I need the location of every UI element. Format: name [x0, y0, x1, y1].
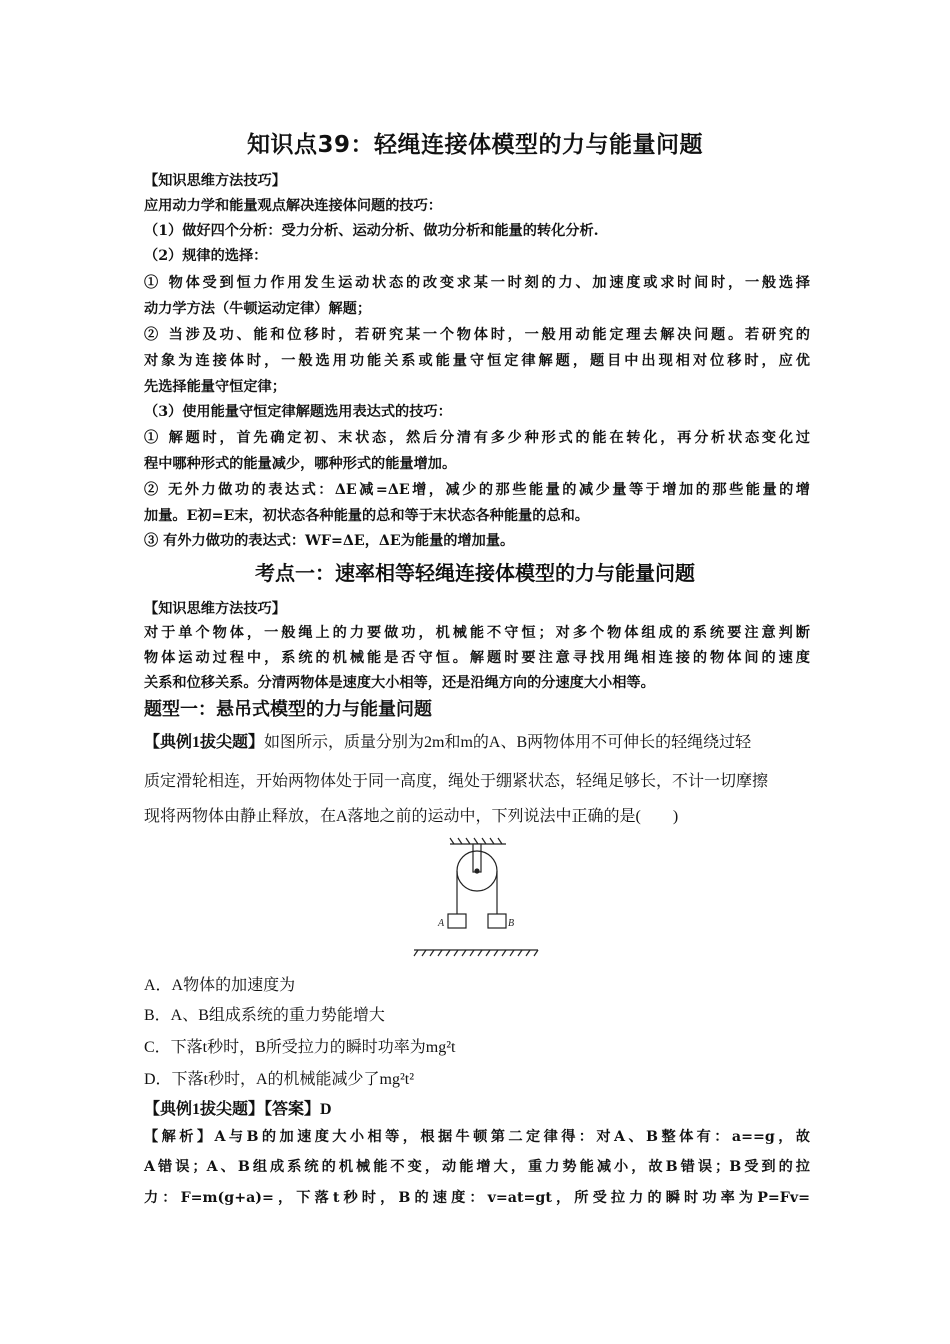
intro-e3: ③ 有外力做功的表达式：WF=ΔE，ΔE为能量的增加量。 — [144, 533, 515, 549]
label-a: A — [438, 918, 445, 929]
intro-p1: （1）做好四个分析：受力分析、运动分析、做功分析和能量的转化分析. — [144, 223, 599, 239]
analysis-text-1: A与B的加速度大小相等，根据牛顿第二定律得：对A、B整体有：a==g，故 — [214, 1129, 810, 1145]
intro-r2b: 对象为连接体时，一般选用功能关系或能量守恒定律解题，题目中出现相对位移时，应优 — [144, 353, 810, 369]
analysis-line-3: 力：F=m(g+a)=，下落t秒时，B的速度：v=at=gt，所受拉力的瞬时功率为P=Fv= — [144, 1190, 810, 1206]
analysis-tag: 【解析】 — [144, 1129, 215, 1145]
option-c: C．下落t秒时，B所受拉力的瞬时功率为mg²t — [144, 1039, 456, 1056]
intro-lead: 应用动力学和能量观点解决连接体问题的技巧： — [144, 198, 442, 214]
tips-line-2: 物体运动过程中，系统的机械能是否守恒。解题时要注意寻找用绳相连接的物体间的速度 — [144, 650, 810, 666]
tips-line-1: 对于单个物体，一般绳上的力要做功，机械能不守恒；对多个物体组成的系统要注意判断 — [144, 625, 810, 641]
intro-r1a: ① 物体受到恒力作用发生运动状态的改变求某一时刻的力、加速度或求时间时，一般选择 — [144, 275, 810, 291]
intro-e1b: 程中哪种形式的能量减少，哪种形式的能量增加。 — [144, 456, 457, 472]
section-heading: 考点一：速率相等轻绳连接体模型的力与能量问题 — [255, 561, 695, 585]
intro-p2: （2）规律的选择： — [144, 248, 268, 264]
label-b: B — [508, 918, 515, 929]
example-tag: 【典例1拔尖题】 — [144, 734, 265, 751]
question-line-2: 质定滑轮相连，开始两物体处于同一高度，绳处于绷紧状态，轻绳足够长，不计一切摩擦 — [144, 773, 769, 790]
answer-line: 【典例1拔尖题】【答案】D — [144, 1101, 332, 1118]
option-a: A．A物体的加速度为 — [144, 977, 296, 994]
intro-e2b: 加量。E初=E末，初状态各种能量的总和等于末状态各种能量的总和。 — [144, 508, 589, 524]
intro-r2c: 先选择能量守恒定律； — [144, 379, 286, 395]
option-b: B．A、B组成系统的重力势能增大 — [144, 1007, 385, 1024]
intro-heading: 【知识思维方法技巧】 — [144, 173, 286, 189]
pulley-diagram — [410, 836, 542, 960]
intro-p3: （3）使用能量守恒定律解题选用表达式的技巧： — [144, 404, 452, 420]
analysis-line-1 — [144, 1126, 810, 1146]
question-text-1: 如图所示，质量分别为2m和m的A、B两物体用不可伸长的轻绳绕过轻 — [264, 734, 752, 751]
tips-line-3: 关系和位移关系。分清两物体是速度大小相等，还是沿绳方向的分速度大小相等。 — [144, 675, 655, 691]
intro-r1b: 动力学方法（牛顿运动定律）解题； — [144, 301, 372, 317]
option-d: D．下落t秒时，A的机械能减少了mg²t² — [144, 1071, 415, 1088]
intro-r2a: ② 当涉及功、能和位移时，若研究某一个物体时，一般用动能定理去解决问题。若研究的 — [144, 327, 810, 343]
intro-e2a: ② 无外力做功的表达式：ΔE减=ΔE增，减少的那些能量的减少量等于增加的那些能量的增 — [144, 482, 810, 498]
intro-e1a: ① 解题时，首先确定初、末状态，然后分清有多少种形式的能在转化，再分析状态变化过 — [144, 430, 810, 446]
tips-heading: 【知识思维方法技巧】 — [144, 601, 286, 617]
subsection-heading: 题型一：悬吊式模型的力与能量问题 — [144, 699, 432, 720]
analysis-line-2: A错误；A、B组成系统的机械能不变，动能增大，重力势能减小，故B错误；B受到的拉 — [144, 1159, 810, 1175]
page-title: 知识点39：轻绳连接体模型的力与能量问题 — [246, 132, 703, 158]
question-line-1 — [144, 729, 810, 752]
question-line-3: 现将两物体由静止释放，在A落地之前的运动中，下列说法中正确的是( ) — [144, 808, 679, 825]
